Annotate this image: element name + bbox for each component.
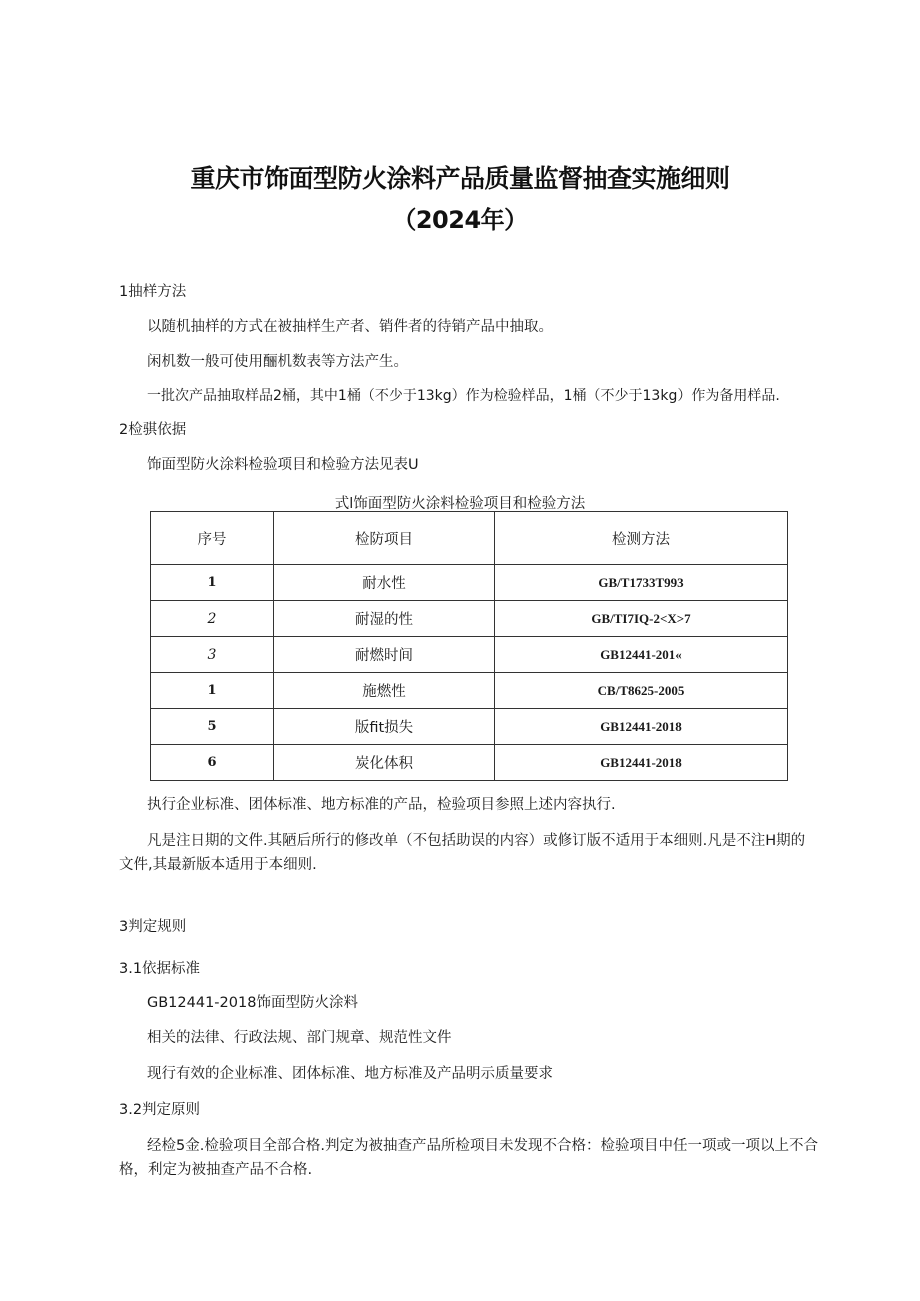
row-number: 1: [151, 565, 274, 601]
section-2-paragraph-1: 饰面型防火涂料检验项目和检验方法见表U: [147, 457, 419, 473]
section-2-after-paragraph-1: 执行企业标准、团体标准、地方标准的产品，检验项目参照上述内容执行.: [147, 797, 616, 813]
header-inspection-item: 检防项目: [274, 512, 495, 565]
table-header-row: [151, 512, 788, 565]
section-1-paragraph-1: 以随机抽样的方式在被抽样生产者、销件者的待销产品中抽取。: [147, 319, 553, 335]
row-item: 耐湿的性: [274, 601, 495, 637]
table-caption: 式l饰面型防火涂料检验项目和检验方法: [334, 496, 586, 512]
table-row: [151, 601, 788, 637]
section-3-heading: 3判定规则: [119, 919, 187, 935]
row-item: 耐水性: [274, 565, 495, 601]
row-number: 3: [151, 637, 274, 673]
table-row: [151, 673, 788, 709]
row-item: 耐燃时间: [274, 637, 495, 673]
section-1-paragraph-2: 闲机数一般可使用酾机数表等方法产生。: [147, 354, 408, 370]
section-3-1-heading: 3.1依据标准: [119, 961, 201, 977]
row-number: 2: [151, 601, 274, 637]
table-row: [151, 709, 788, 745]
document-title: 重庆市饰面型防火涂料产品质量监督抽查实施细则: [190, 164, 730, 193]
row-number: 5: [151, 709, 274, 745]
section-1-paragraph-3: 一批次产品抽取样品2桶，其中1桶（不少于13kg）作为检验样品，1桶（不少于13kg）作为备用样品.: [147, 388, 780, 404]
section-2-after-paragraph-2: 凡是注日期的文件.其陋后所行的修改单（不包括助误的内容）或修订版不适用于本细则.凡是不注H期的文件,其最新版本适用于本细则.: [119, 833, 806, 873]
section-3-2-paragraph: 经检5金.检验项目全部合格.判定为被抽查产品所检项目未发现不合格：检验项目中任一项或一项以上不合格，利定为被抽查产品不合格.: [119, 1138, 818, 1178]
inspection-table: [150, 511, 788, 781]
row-item: 版fit损失: [274, 709, 495, 745]
standard-item-2: 相关的法律、行政法规、部门规章、规范性文件: [147, 1030, 452, 1046]
row-number: 1: [151, 673, 274, 709]
table-row: [151, 745, 788, 781]
table-row: [151, 637, 788, 673]
row-method: GB12441-2018: [495, 709, 788, 745]
header-test-method: 检测方法: [495, 512, 788, 565]
standard-item-1: GB12441-2018饰面型防火涂料: [147, 995, 358, 1011]
row-method: GB/T1733T993: [495, 565, 788, 601]
row-method: CB/T8625-2005: [495, 673, 788, 709]
table-row: [151, 565, 788, 601]
section-1-heading: 1抽样方法: [119, 284, 187, 300]
row-method: GB12441-2018: [495, 745, 788, 781]
section-3-2-heading: 3.2判定原则: [119, 1102, 201, 1118]
standard-item-3: 现行有效的企业标准、团体标准、地方标准及产品明示质量要求: [147, 1066, 553, 1082]
row-number: 6: [151, 745, 274, 781]
header-serial-number: 序号: [151, 512, 274, 565]
row-item: 炭化体积: [274, 745, 495, 781]
row-method: GB12441-201«: [495, 637, 788, 673]
document-year: （2024年）: [392, 206, 528, 234]
section-2-heading: 2检骐依据: [119, 422, 187, 438]
row-method: GB/TI7IQ-2<X>7: [495, 601, 788, 637]
row-item: 施燃性: [274, 673, 495, 709]
